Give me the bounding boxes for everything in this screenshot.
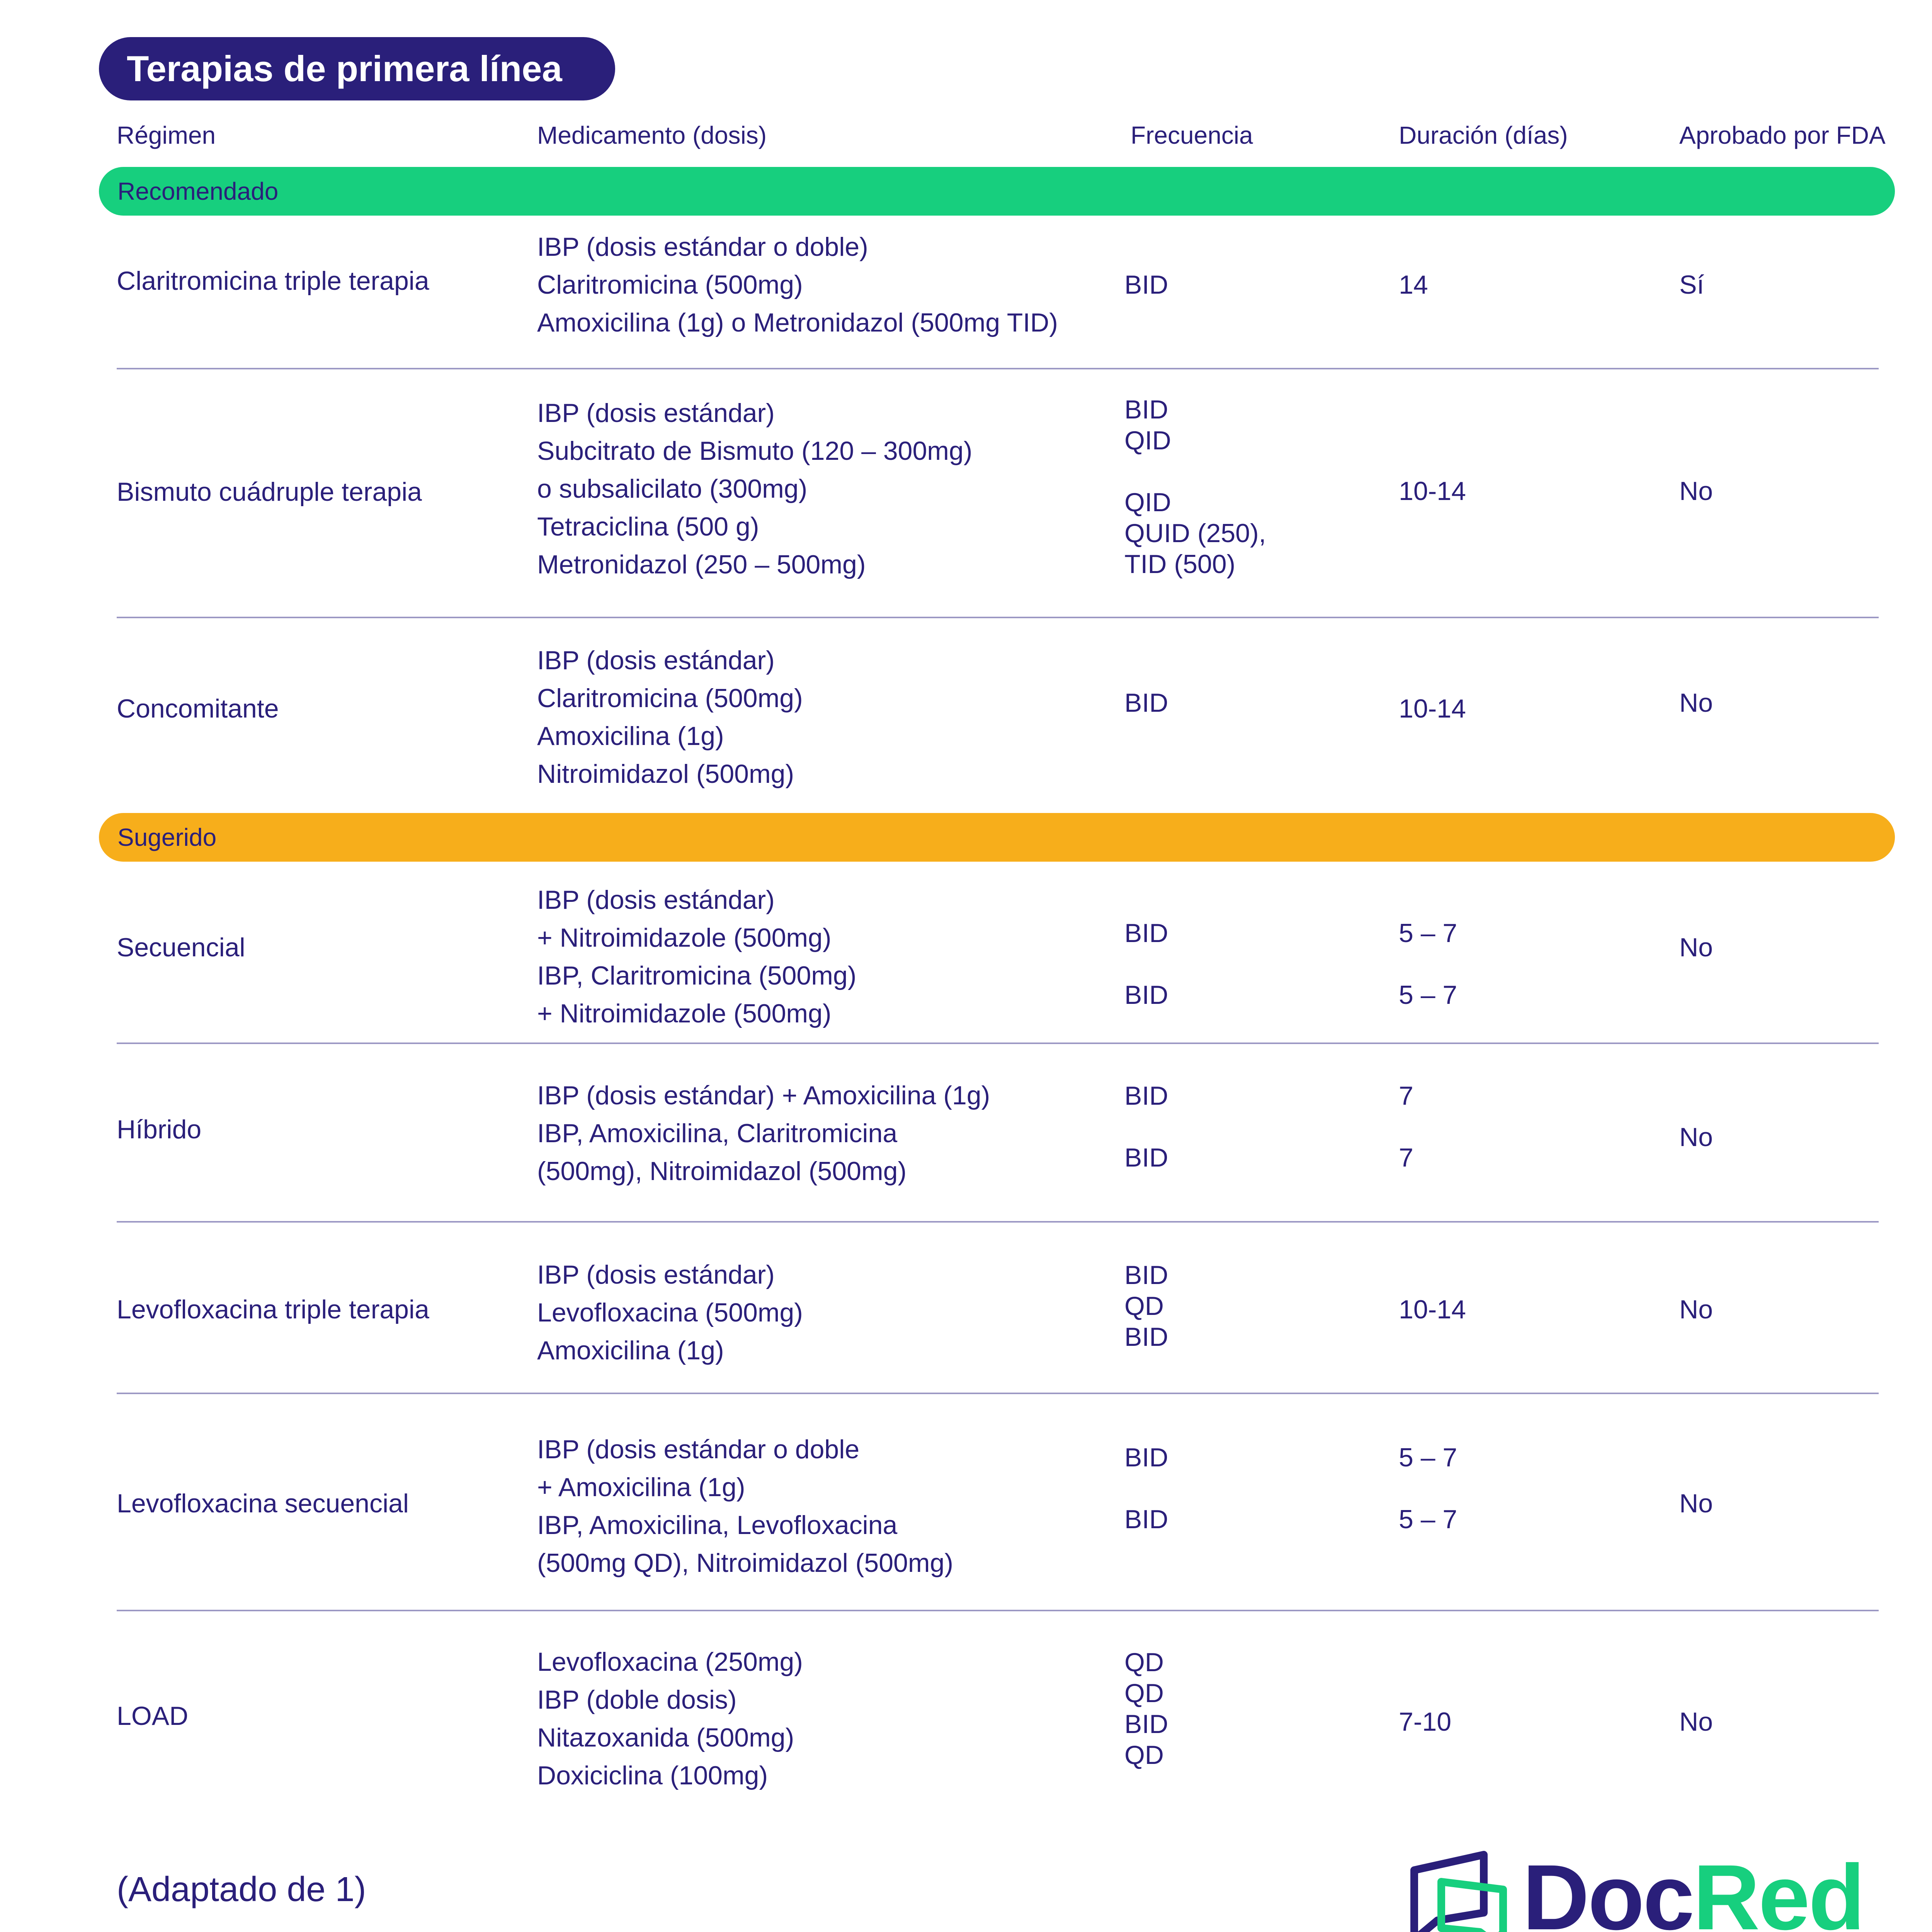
cell-fda: No xyxy=(1679,688,1713,718)
cell-line: Doxiciclina (100mg) xyxy=(537,1761,768,1790)
cell-line: Nitroimidazol (500mg) xyxy=(537,759,794,789)
row-divider xyxy=(117,617,1879,618)
cell-line: IBP (dosis estándar o doble) xyxy=(537,232,868,262)
row-divider xyxy=(117,1043,1879,1044)
cell-frecuencia xyxy=(1124,902,1168,1026)
cell-line: IBP (doble dosis) xyxy=(537,1685,737,1714)
cell-line: IBP (dosis estándar) + Amoxicilina (1g) xyxy=(537,1081,990,1110)
cell-medicamento xyxy=(537,394,972,583)
cell-duracion xyxy=(1399,266,1428,304)
column-header-duracion: Duración (días) xyxy=(1399,121,1568,149)
cell-line: 5 – 7 xyxy=(1399,1505,1458,1534)
cell-line: BID xyxy=(1124,395,1168,424)
cell-frecuencia xyxy=(1124,1260,1168,1352)
cell-line: Subcitrato de Bismuto (120 – 300mg) xyxy=(537,436,973,466)
cell-fda: No xyxy=(1679,933,1713,962)
cell-line: BID xyxy=(1124,980,1168,1010)
cell-line: 5 – 7 xyxy=(1399,1443,1458,1472)
cell-line: IBP (dosis estándar) xyxy=(537,1260,775,1289)
table-row xyxy=(0,228,1932,359)
cell-medicamento xyxy=(537,1256,803,1369)
cell-line: BID xyxy=(1124,1443,1168,1472)
cell-line: 14 xyxy=(1399,270,1428,299)
row-divider xyxy=(117,1393,1879,1394)
cell-fda: No xyxy=(1679,1295,1713,1324)
logo-text-doc: Doc xyxy=(1522,1845,1693,1932)
cell-line: BID xyxy=(1124,1505,1168,1534)
docred-logo xyxy=(1406,1847,1878,1932)
cell-line: 5 – 7 xyxy=(1399,980,1458,1010)
cell-regimen: Bismuto cuádruple terapia xyxy=(117,477,422,507)
column-header-regimen: Régimen xyxy=(117,121,216,149)
cell-line: Amoxicilina (1g) xyxy=(537,721,724,751)
cell-line: Amoxicilina (1g) xyxy=(537,1336,724,1365)
row-divider xyxy=(117,1610,1879,1611)
cell-line: IBP (dosis estándar o doble xyxy=(537,1435,860,1464)
cell-line: QUID (250), xyxy=(1124,519,1266,548)
cell-medicamento xyxy=(537,881,856,1032)
cell-duracion xyxy=(1399,1703,1451,1741)
cell-line: BID xyxy=(1124,1709,1168,1739)
cell-line: Amoxicilina (1g) o Metronidazol (500mg TID) xyxy=(537,308,1058,337)
table-row xyxy=(0,1430,1932,1593)
cell-frecuencia xyxy=(1124,394,1266,580)
cell-regimen: Levofloxacina triple terapia xyxy=(117,1295,429,1324)
column-header-medicamento: Medicamento (dosis) xyxy=(537,121,767,149)
cell-fda: No xyxy=(1679,1707,1713,1736)
cell-fda: Sí xyxy=(1679,270,1704,299)
cell-medicamento xyxy=(537,641,803,793)
cell-line: QID xyxy=(1124,488,1171,517)
cell-regimen: LOAD xyxy=(117,1701,189,1731)
row-divider xyxy=(117,1221,1879,1223)
cell-line: QD xyxy=(1124,1648,1164,1677)
cell-frecuencia xyxy=(1124,1065,1168,1189)
cell-duracion xyxy=(1399,902,1457,1026)
chat-bubbles-icon xyxy=(1406,1847,1515,1932)
cell-line: (500mg QD), Nitroimidazol (500mg) xyxy=(537,1548,953,1578)
cell-frecuencia xyxy=(1124,1647,1168,1770)
cell-line: 10-14 xyxy=(1399,476,1466,506)
cell-line: BID xyxy=(1124,1143,1168,1172)
cell-duracion xyxy=(1399,1427,1457,1550)
cell-frecuencia xyxy=(1124,684,1168,722)
cell-regimen: Claritromicina triple terapia xyxy=(117,266,429,296)
cell-line: QID xyxy=(1124,426,1171,455)
cell-medicamento xyxy=(537,1643,803,1794)
cell-line: 7 xyxy=(1399,1143,1413,1172)
cell-regimen: Concomitante xyxy=(117,694,279,723)
cell-duracion xyxy=(1399,1291,1466,1328)
section-band-recomendado: Recomendado xyxy=(99,167,1895,216)
cell-line: Levofloxacina (250mg) xyxy=(537,1647,803,1677)
cell-line: QD xyxy=(1124,1740,1164,1770)
table-header xyxy=(0,116,1932,155)
cell-regimen: Secuencial xyxy=(117,933,245,962)
cell-line: + Amoxicilina (1g) xyxy=(537,1473,745,1502)
cell-medicamento xyxy=(537,1077,990,1190)
cell-line: IBP, Amoxicilina, Claritromicina xyxy=(537,1119,898,1148)
table-row xyxy=(0,1077,1932,1216)
cell-fda: No xyxy=(1679,476,1713,506)
table-row xyxy=(0,1643,1932,1805)
cell-fda: No xyxy=(1679,1122,1713,1152)
column-header-frecuencia: Frecuencia xyxy=(1131,121,1253,149)
cell-duracion xyxy=(1399,690,1466,728)
cell-medicamento xyxy=(537,1430,953,1582)
cell-line: IBP (dosis estándar) xyxy=(537,398,775,428)
cell-line: IBP, Claritromicina (500mg) xyxy=(537,961,857,990)
cell-line: BID xyxy=(1124,1322,1168,1352)
cell-line: BID xyxy=(1124,270,1168,299)
cell-line: IBP (dosis estándar) xyxy=(537,646,775,675)
cell-regimen: Levofloxacina secuencial xyxy=(117,1489,409,1518)
column-header-fda: Aprobado por FDA xyxy=(1679,121,1886,149)
cell-line xyxy=(1124,456,1266,487)
cell-line: 7-10 xyxy=(1399,1707,1452,1736)
cell-line: BID xyxy=(1124,1081,1168,1111)
row-divider xyxy=(117,368,1879,369)
cell-line: Tetraciclina (500 g) xyxy=(537,512,759,541)
cell-line: BID xyxy=(1124,918,1168,948)
table-row xyxy=(0,394,1932,626)
cell-line: 7 xyxy=(1399,1081,1413,1111)
section-band-sugerido: Sugerido xyxy=(99,813,1895,862)
cell-duracion xyxy=(1399,1065,1413,1189)
cell-line: o subsalicilato (300mg) xyxy=(537,474,808,503)
cell-line: + Nitroimidazole (500mg) xyxy=(537,999,832,1028)
cell-line: Nitazoxanida (500mg) xyxy=(537,1723,794,1752)
page-title: Terapias de primera línea xyxy=(99,37,615,100)
cell-frecuencia xyxy=(1124,1427,1168,1550)
logo-wordmark xyxy=(1522,1847,1864,1932)
cell-line: 5 – 7 xyxy=(1399,918,1458,948)
footnote: (Adaptado de 1) xyxy=(117,1870,366,1909)
cell-line: 10-14 xyxy=(1399,694,1466,723)
cell-line: Claritromicina (500mg) xyxy=(537,270,803,299)
table-row xyxy=(0,881,1932,1043)
cell-line: Levofloxacina (500mg) xyxy=(537,1298,803,1327)
cell-line: BID xyxy=(1124,688,1168,718)
cell-line: IBP (dosis estándar) xyxy=(537,885,775,915)
cell-fda: No xyxy=(1679,1489,1713,1518)
cell-medicamento xyxy=(537,228,1058,342)
cell-regimen: Híbrido xyxy=(117,1115,202,1144)
cell-line: 10-14 xyxy=(1399,1295,1466,1324)
cell-line: + Nitroimidazole (500mg) xyxy=(537,923,832,952)
cell-line: BID xyxy=(1124,1260,1168,1290)
cell-line: Metronidazol (250 – 500mg) xyxy=(537,550,866,579)
cell-line: Claritromicina (500mg) xyxy=(537,684,803,713)
logo-text-red: Red xyxy=(1693,1845,1864,1932)
table-row xyxy=(0,1256,1932,1387)
cell-frecuencia xyxy=(1124,266,1168,304)
table-row xyxy=(0,641,1932,796)
cell-line: IBP, Amoxicilina, Levofloxacina xyxy=(537,1510,898,1540)
cell-duracion xyxy=(1399,472,1466,510)
cell-line: QD xyxy=(1124,1679,1164,1708)
cell-line: QD xyxy=(1124,1291,1164,1321)
cell-line: TID (500) xyxy=(1124,549,1236,579)
cell-line: (500mg), Nitroimidazol (500mg) xyxy=(537,1156,907,1186)
